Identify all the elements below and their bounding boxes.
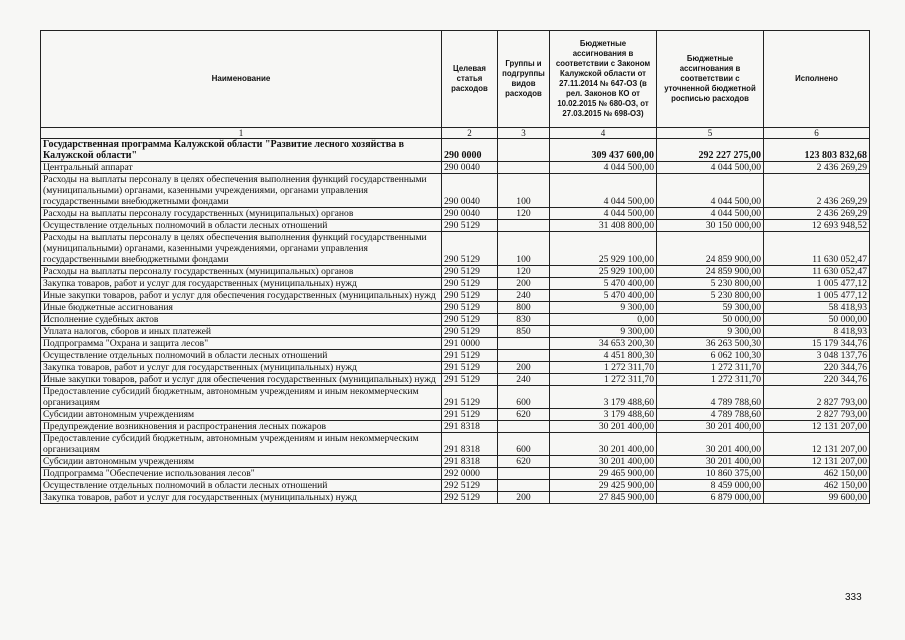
table-row <box>41 266 870 278</box>
row-target-code: 291 5129 <box>442 386 498 409</box>
row-expense-group: 600 <box>498 433 550 456</box>
column-number: 2 <box>442 128 498 139</box>
page-number: 333 <box>845 592 862 603</box>
row-name: Предоставление субсидий бюджетным, автономным учреждениям и иным некоммерческим организациям <box>41 386 442 409</box>
header-expense-groups: Группы и подгруппы видов расходов <box>498 31 550 128</box>
row-expense-group: 620 <box>498 409 550 421</box>
row-expense-group: 800 <box>498 302 550 314</box>
row-target-code: 290 5129 <box>442 290 498 302</box>
table-row <box>41 456 870 468</box>
row-allocation-updated: 9 300,00 <box>657 326 764 338</box>
row-allocation-updated: 10 860 375,00 <box>657 468 764 480</box>
row-name: Предупреждение возникновения и распространения лесных пожаров <box>41 421 442 433</box>
column-number: 3 <box>498 128 550 139</box>
row-allocation-law: 34 653 200,30 <box>550 338 657 350</box>
row-name: Предоставление субсидий бюджетным, автономным учреждениям и иным некоммерческим организациям <box>41 433 442 456</box>
row-name: Субсидии автономным учреждениям <box>41 409 442 421</box>
table-row <box>41 302 870 314</box>
row-executed: 2 436 269,29 <box>764 208 870 220</box>
row-target-code: 290 5129 <box>442 232 498 266</box>
row-allocation-updated: 36 263 500,30 <box>657 338 764 350</box>
row-allocation-law: 25 929 100,00 <box>550 266 657 278</box>
row-target-code: 291 5129 <box>442 362 498 374</box>
row-expense-group <box>498 480 550 492</box>
row-executed: 462 150,00 <box>764 468 870 480</box>
row-target-code: 290 0040 <box>442 174 498 208</box>
column-number: 5 <box>657 128 764 139</box>
row-target-code: 291 0000 <box>442 338 498 350</box>
row-executed: 58 418,93 <box>764 302 870 314</box>
table-row <box>41 220 870 232</box>
row-allocation-updated: 6 879 000,00 <box>657 492 764 504</box>
row-executed: 11 630 052,47 <box>764 232 870 266</box>
row-allocation-updated: 50 000,00 <box>657 314 764 326</box>
row-allocation-updated: 1 272 311,70 <box>657 374 764 386</box>
row-allocation-updated: 5 230 800,00 <box>657 290 764 302</box>
row-target-code: 290 5129 <box>442 314 498 326</box>
header-allocations-updated: Бюджетные ассигнования в соответствии с уточненной бюджетной росписью расходов <box>657 31 764 128</box>
row-allocation-updated: 24 859 900,00 <box>657 266 764 278</box>
row-allocation-updated: 30 150 000,00 <box>657 220 764 232</box>
table-row <box>41 386 870 409</box>
row-name: Иные закупки товаров, работ и услуг для обеспечения государственных (муниципальных) нужд <box>41 374 442 386</box>
row-executed: 1 005 477,12 <box>764 290 870 302</box>
row-allocation-updated: 30 201 400,00 <box>657 421 764 433</box>
row-name: Центральный аппарат <box>41 162 442 174</box>
row-name: Расходы на выплаты персоналу государственных (муниципальных) органов <box>41 266 442 278</box>
table-row <box>41 350 870 362</box>
row-name: Расходы на выплаты персоналу в целях обеспечения выполнения функций государственными (муниципальными) органами, казенными учреждениями, органами управления государственными внебюджетными фондами <box>41 232 442 266</box>
row-name: Закупка товаров, работ и услуг для государственных (муниципальных) нужд <box>41 278 442 290</box>
row-expense-group: 240 <box>498 290 550 302</box>
row-allocation-law: 5 470 400,00 <box>550 278 657 290</box>
table-row <box>41 326 870 338</box>
row-target-code: 290 5129 <box>442 278 498 290</box>
header-target-article: Целевая статья расходов <box>442 31 498 128</box>
row-allocation-law: 1 272 311,70 <box>550 374 657 386</box>
row-executed: 2 436 269,29 <box>764 174 870 208</box>
row-target-code: 290 0040 <box>442 162 498 174</box>
row-executed: 15 179 344,76 <box>764 338 870 350</box>
row-allocation-updated: 5 230 800,00 <box>657 278 764 290</box>
row-allocation-law: 25 929 100,00 <box>550 232 657 266</box>
row-name: Подпрограмма "Охрана и защита лесов" <box>41 338 442 350</box>
table-row <box>41 338 870 350</box>
row-name: Закупка товаров, работ и услуг для государственных (муниципальных) нужд <box>41 362 442 374</box>
row-allocation-law: 30 201 400,00 <box>550 456 657 468</box>
row-expense-group: 100 <box>498 232 550 266</box>
row-target-code: 290 0040 <box>442 208 498 220</box>
row-allocation-law: 31 408 800,00 <box>550 220 657 232</box>
row-expense-group: 600 <box>498 386 550 409</box>
table-row <box>41 278 870 290</box>
table-row <box>41 232 870 266</box>
row-expense-group <box>498 338 550 350</box>
row-name: Иные закупки товаров, работ и услуг для обеспечения государственных (муниципальных) нужд <box>41 290 442 302</box>
row-name: Закупка товаров, работ и услуг для государственных (муниципальных) нужд <box>41 492 442 504</box>
row-expense-group <box>498 421 550 433</box>
budget-page <box>40 30 870 590</box>
row-expense-group: 850 <box>498 326 550 338</box>
row-allocation-updated: 59 300,00 <box>657 302 764 314</box>
row-executed: 123 803 832,68 <box>764 139 870 162</box>
column-number: 1 <box>41 128 442 139</box>
row-allocation-law: 4 044 500,00 <box>550 208 657 220</box>
column-number: 4 <box>550 128 657 139</box>
row-allocation-law: 27 845 900,00 <box>550 492 657 504</box>
row-name: Иные бюджетные ассигнования <box>41 302 442 314</box>
row-executed: 12 131 207,00 <box>764 456 870 468</box>
row-expense-group: 830 <box>498 314 550 326</box>
row-name: Расходы на выплаты персоналу в целях обеспечения выполнения функций государственными (муниципальными) органами, казенными учреждениями, органами управления государственными внебюджетными фондами <box>41 174 442 208</box>
column-number: 6 <box>764 128 870 139</box>
row-name: Расходы на выплаты персоналу государственных (муниципальных) органов <box>41 208 442 220</box>
row-allocation-law: 9 300,00 <box>550 302 657 314</box>
row-allocation-updated: 4 044 500,00 <box>657 208 764 220</box>
table-row <box>41 492 870 504</box>
row-allocation-law: 1 272 311,70 <box>550 362 657 374</box>
row-executed: 11 630 052,47 <box>764 266 870 278</box>
row-target-code: 292 0000 <box>442 468 498 480</box>
row-target-code: 290 5129 <box>442 326 498 338</box>
row-executed: 12 131 207,00 <box>764 421 870 433</box>
row-allocation-updated: 4 789 788,60 <box>657 386 764 409</box>
table-row <box>41 314 870 326</box>
row-allocation-updated: 8 459 000,00 <box>657 480 764 492</box>
table-row <box>41 162 870 174</box>
table-row <box>41 480 870 492</box>
header-allocations-law: Бюджетные ассигнования в соответствии с Законом Калужской области от 27.11.2014 № 647-ОЗ (в рел. Законов КО от 10.02.2015 № 680-ОЗ, от 27.03.2015 № 698-ОЗ) <box>550 31 657 128</box>
row-allocation-law: 0,00 <box>550 314 657 326</box>
row-target-code: 291 5129 <box>442 350 498 362</box>
row-target-code: 291 8318 <box>442 456 498 468</box>
row-allocation-updated: 1 272 311,70 <box>657 362 764 374</box>
table-row <box>41 362 870 374</box>
row-target-code: 291 5129 <box>442 374 498 386</box>
row-executed: 2 436 269,29 <box>764 162 870 174</box>
row-allocation-updated: 30 201 400,00 <box>657 433 764 456</box>
header-executed: Исполнено <box>764 31 870 128</box>
row-allocation-updated: 30 201 400,00 <box>657 456 764 468</box>
row-executed: 2 827 793,00 <box>764 386 870 409</box>
row-expense-group <box>498 139 550 162</box>
row-executed: 462 150,00 <box>764 480 870 492</box>
header-name: Наименование <box>41 31 442 128</box>
row-allocation-law: 5 470 400,00 <box>550 290 657 302</box>
row-allocation-law: 3 179 488,60 <box>550 409 657 421</box>
row-allocation-law: 4 044 500,00 <box>550 174 657 208</box>
row-expense-group <box>498 468 550 480</box>
row-executed: 50 000,00 <box>764 314 870 326</box>
table-row <box>41 421 870 433</box>
table-header-row <box>41 31 870 128</box>
row-executed: 12 693 948,52 <box>764 220 870 232</box>
row-allocation-updated: 6 062 100,30 <box>657 350 764 362</box>
table-row <box>41 139 870 162</box>
row-allocation-law: 30 201 400,00 <box>550 433 657 456</box>
row-name: Осуществление отдельных полномочий в области лесных отношений <box>41 480 442 492</box>
row-target-code: 292 5129 <box>442 480 498 492</box>
row-target-code: 291 8318 <box>442 433 498 456</box>
row-executed: 8 418,93 <box>764 326 870 338</box>
row-name: Осуществление отдельных полномочий в области лесных отношений <box>41 350 442 362</box>
row-allocation-updated: 4 044 500,00 <box>657 174 764 208</box>
row-expense-group: 200 <box>498 278 550 290</box>
table-row <box>41 433 870 456</box>
row-expense-group: 240 <box>498 374 550 386</box>
table-row <box>41 174 870 208</box>
row-allocation-law: 4 044 500,00 <box>550 162 657 174</box>
row-name: Государственная программа Калужской области "Развитие лесного хозяйства в Калужской области" <box>41 139 442 162</box>
budget-table <box>40 30 870 504</box>
row-expense-group: 100 <box>498 174 550 208</box>
row-target-code: 292 5129 <box>442 492 498 504</box>
row-executed: 220 344,76 <box>764 362 870 374</box>
row-allocation-updated: 24 859 900,00 <box>657 232 764 266</box>
row-allocation-law: 4 451 800,30 <box>550 350 657 362</box>
table-row <box>41 290 870 302</box>
row-executed: 12 131 207,00 <box>764 433 870 456</box>
table-row <box>41 208 870 220</box>
row-expense-group: 200 <box>498 362 550 374</box>
row-allocation-updated: 4 789 788,60 <box>657 409 764 421</box>
row-target-code: 291 8318 <box>442 421 498 433</box>
row-allocation-law: 3 179 488,60 <box>550 386 657 409</box>
row-allocation-updated: 292 227 275,00 <box>657 139 764 162</box>
row-executed: 1 005 477,12 <box>764 278 870 290</box>
row-target-code: 291 5129 <box>442 409 498 421</box>
row-allocation-updated: 4 044 500,00 <box>657 162 764 174</box>
row-target-code: 290 5129 <box>442 266 498 278</box>
row-expense-group <box>498 220 550 232</box>
row-expense-group: 120 <box>498 208 550 220</box>
table-row <box>41 374 870 386</box>
row-expense-group: 620 <box>498 456 550 468</box>
row-allocation-law: 9 300,00 <box>550 326 657 338</box>
row-allocation-law: 29 425 900,00 <box>550 480 657 492</box>
row-allocation-law: 29 465 900,00 <box>550 468 657 480</box>
row-target-code: 290 0000 <box>442 139 498 162</box>
row-expense-group <box>498 350 550 362</box>
row-name: Исполнение судебных актов <box>41 314 442 326</box>
row-name: Осуществление отдельных полномочий в области лесных отношений <box>41 220 442 232</box>
row-executed: 220 344,76 <box>764 374 870 386</box>
row-executed: 99 600,00 <box>764 492 870 504</box>
table-row <box>41 409 870 421</box>
row-expense-group <box>498 162 550 174</box>
row-name: Подпрограмма "Обеспечение использования лесов" <box>41 468 442 480</box>
column-number-row <box>41 128 870 139</box>
row-executed: 2 827 793,00 <box>764 409 870 421</box>
row-executed: 3 048 137,76 <box>764 350 870 362</box>
row-allocation-law: 309 437 600,00 <box>550 139 657 162</box>
row-allocation-law: 30 201 400,00 <box>550 421 657 433</box>
row-name: Субсидии автономным учреждениям <box>41 456 442 468</box>
row-expense-group: 200 <box>498 492 550 504</box>
row-target-code: 290 5129 <box>442 302 498 314</box>
row-expense-group: 120 <box>498 266 550 278</box>
table-row <box>41 468 870 480</box>
row-target-code: 290 5129 <box>442 220 498 232</box>
row-name: Уплата налогов, сборов и иных платежей <box>41 326 442 338</box>
